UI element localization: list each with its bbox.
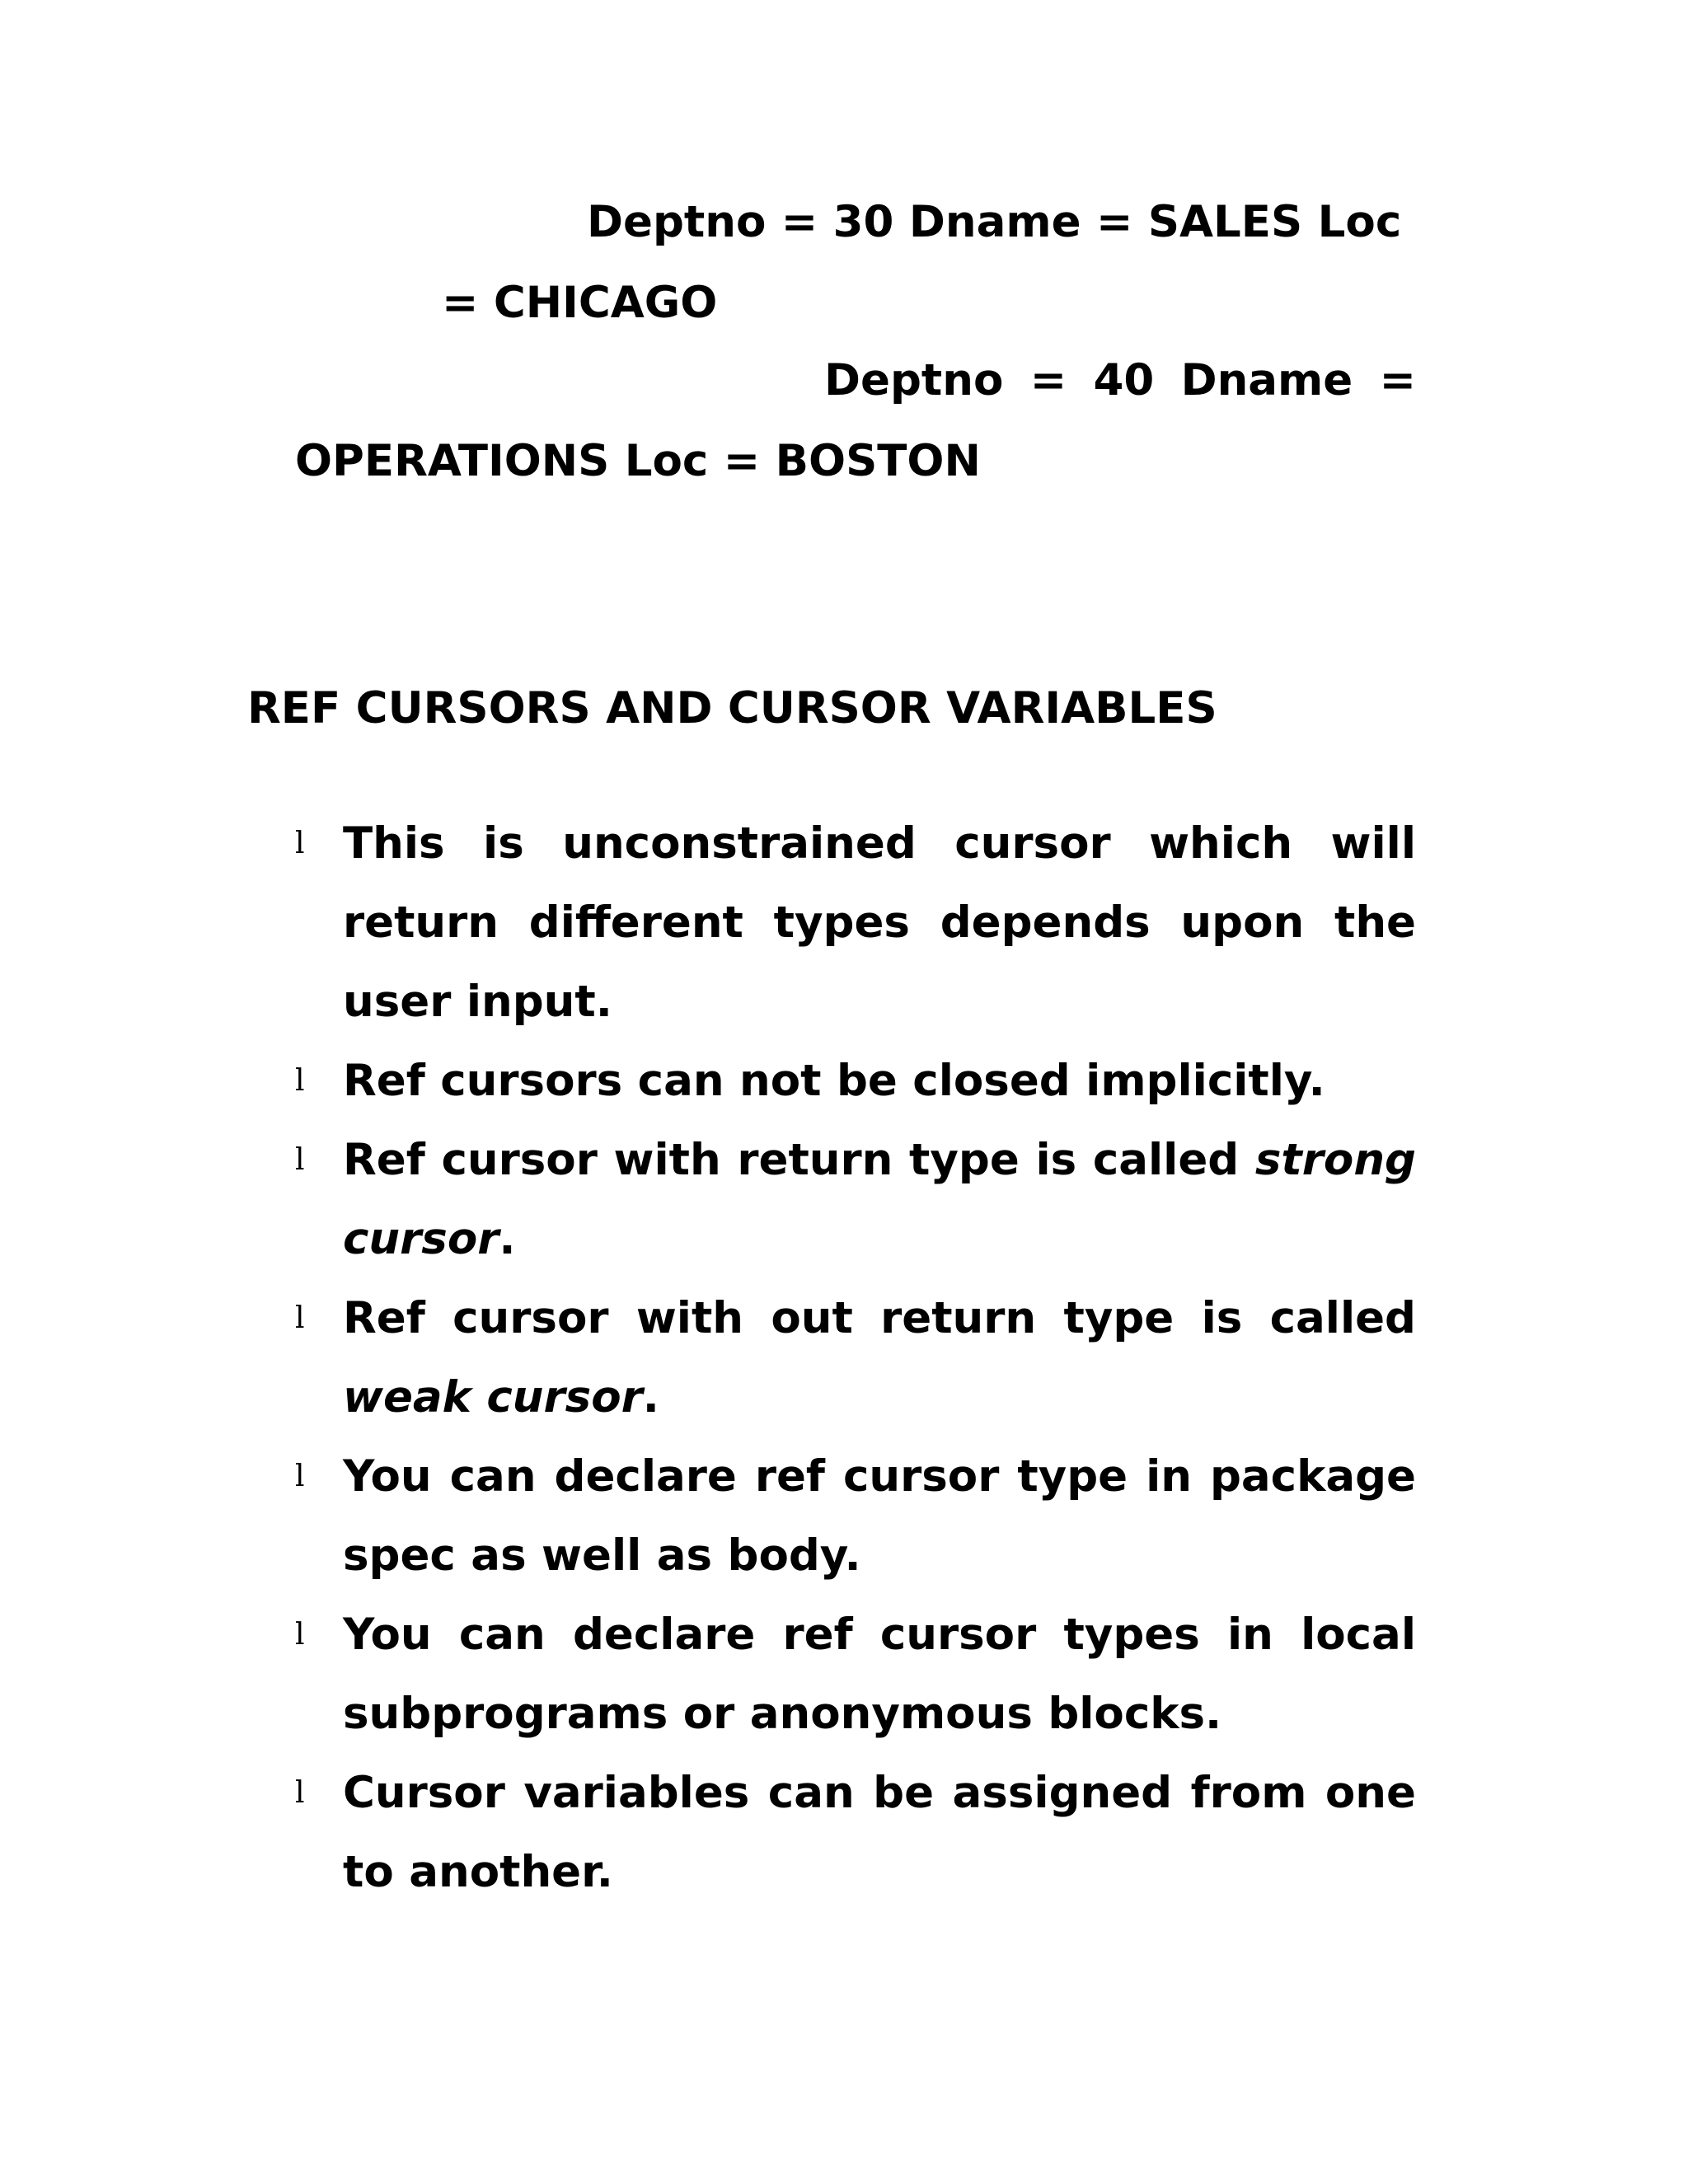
bullet-marker: l	[295, 1064, 305, 1098]
item-3-strong-term: strong	[1254, 1135, 1416, 1185]
bullet-marker: l	[295, 1460, 305, 1493]
item-4-line-1: Ref cursor with out return type is called	[343, 1293, 1416, 1343]
item-6-line-2: subprograms or anonymous blocks.	[343, 1689, 1222, 1739]
item-2-line-1: Ref cursors can not be closed implicitly.	[343, 1056, 1325, 1106]
item-3-cursor-term: cursor	[343, 1214, 499, 1264]
record-40-line-1: Deptno = 40 Dname =	[824, 355, 1416, 405]
item-4-line-2	[343, 1371, 1416, 1424]
item-6-line-1: You can declare ref cursor types in local	[343, 1610, 1416, 1660]
section-heading: REF CURSORS AND CURSOR VARIABLES	[247, 683, 1217, 733]
item-4-period: .	[642, 1372, 659, 1422]
item-4-weak-cursor-term: weak cursor	[343, 1372, 643, 1422]
bullet-marker: l	[295, 1618, 305, 1652]
item-1-line-1: This is unconstrained cursor which will	[343, 818, 1416, 869]
bullet-marker: l	[295, 827, 305, 860]
item-5-line-1: You can declare ref cursor type in package	[343, 1451, 1416, 1502]
bullet-marker: l	[295, 1776, 305, 1810]
item-1-line-3: user input.	[343, 977, 612, 1027]
item-5-line-2: spec as well as body.	[343, 1530, 861, 1581]
item-3-period: .	[499, 1214, 516, 1264]
item-7-line-2: to another.	[343, 1847, 613, 1897]
bullet-marker: l	[295, 1143, 305, 1177]
record-30-line-1: Deptno = 30 Dname = SALES Loc	[587, 197, 1402, 247]
item-3-line-1-text: Ref cursor with return type is called	[343, 1135, 1240, 1185]
item-1-line-2: return different types depends upon the	[343, 898, 1416, 948]
item-3-line-1	[343, 1134, 1416, 1187]
item-7-line-1: Cursor variables can be assigned from one	[343, 1768, 1416, 1818]
item-3-line-2	[343, 1213, 1416, 1266]
bullet-marker: l	[295, 1301, 305, 1335]
record-40-line-2: OPERATIONS Loc = BOSTON	[295, 436, 981, 486]
record-30-line-2: = CHICAGO	[442, 278, 718, 328]
